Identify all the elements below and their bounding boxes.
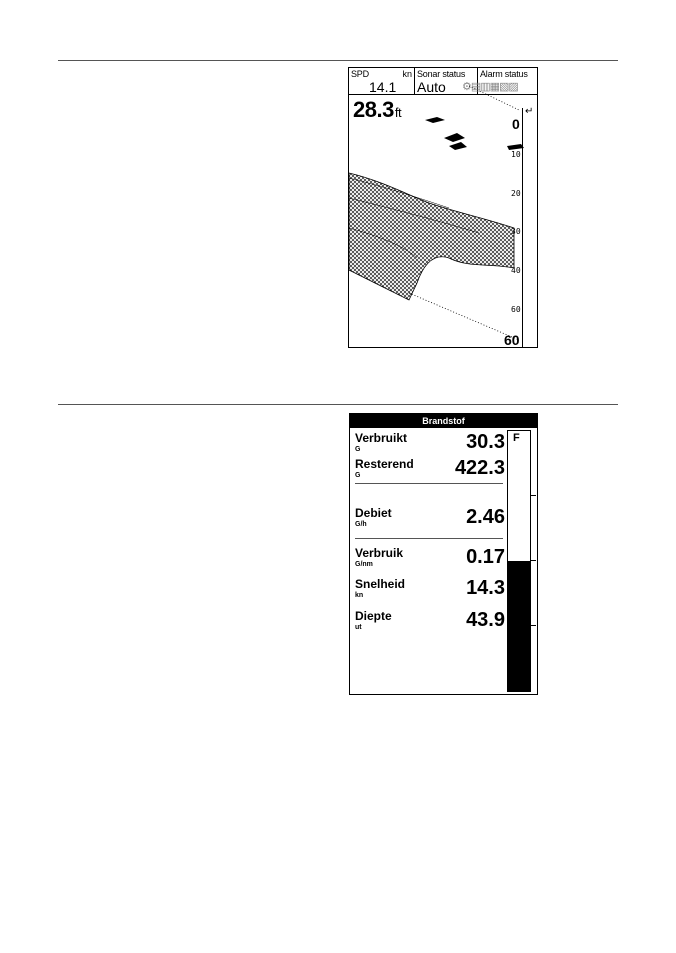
- scale-bottom: 60: [504, 332, 520, 348]
- depth-scale-bar: [522, 108, 537, 347]
- row-name: Verbruik: [355, 546, 404, 560]
- spd-label: SPD: [351, 69, 369, 79]
- gauge-empty-label: E: [513, 676, 521, 688]
- gauge-full-label: F: [513, 432, 520, 444]
- scale-tick: 40: [511, 266, 521, 275]
- fish-echo: [425, 117, 445, 123]
- depth-unit: ft: [394, 105, 402, 120]
- gauge-tick: [531, 560, 536, 561]
- row-name: Debiet: [355, 506, 392, 520]
- fish-echo: [449, 142, 467, 150]
- row-unit: kn: [355, 592, 364, 599]
- sonar-status-value: Auto: [417, 79, 446, 95]
- scale-tick: 10: [511, 150, 521, 159]
- middle-divider: [58, 404, 618, 405]
- row-unit: ut: [355, 624, 362, 631]
- row-name: Verbruikt: [355, 431, 408, 445]
- row-value: 43.9: [466, 609, 505, 631]
- spd-value: 14.1: [369, 79, 397, 95]
- row-unit: G: [355, 446, 361, 453]
- row-value: 30.3: [466, 431, 505, 453]
- scale-tick: 30: [511, 227, 521, 236]
- separator: [355, 538, 503, 539]
- fuel-title: Brandstof: [350, 414, 537, 428]
- separator: [355, 483, 503, 484]
- fish-echo: [444, 133, 465, 142]
- spd-unit: kn: [402, 69, 412, 79]
- sonar-status-label: Sonar status: [417, 69, 466, 79]
- gauge-tick: [531, 495, 536, 496]
- depth-value: 28.3: [353, 97, 394, 122]
- row-name: Snelheid: [355, 577, 406, 591]
- row-value: 2.46: [466, 506, 505, 528]
- fuel-level-fill: [508, 561, 530, 691]
- fuel-screen: [349, 413, 538, 695]
- alarm-icons: ⚙▤▥▦▧▨: [462, 81, 518, 93]
- sonar-screen: [348, 67, 538, 348]
- scale-tick: 20: [511, 189, 521, 198]
- row-unit: G: [355, 472, 361, 479]
- row-unit: G/nm: [355, 561, 373, 568]
- top-divider: [58, 60, 618, 61]
- row-value: 422.3: [454, 457, 505, 479]
- row-unit: G/h: [355, 521, 367, 528]
- scale-tick: 60: [511, 305, 521, 314]
- return-arrow-icon: ↵: [525, 106, 534, 117]
- gauge-tick: [531, 625, 536, 626]
- fuel-level-gauge: [507, 430, 531, 692]
- sonar-echo-image: [349, 68, 538, 348]
- row-name: Resterend: [355, 457, 414, 471]
- alarm-status-label: Alarm status: [480, 69, 528, 79]
- row-name: Diepte: [355, 609, 392, 623]
- row-value: 14.3: [466, 577, 505, 599]
- scale-top: 0: [512, 116, 520, 132]
- row-value: 0.17: [466, 546, 505, 568]
